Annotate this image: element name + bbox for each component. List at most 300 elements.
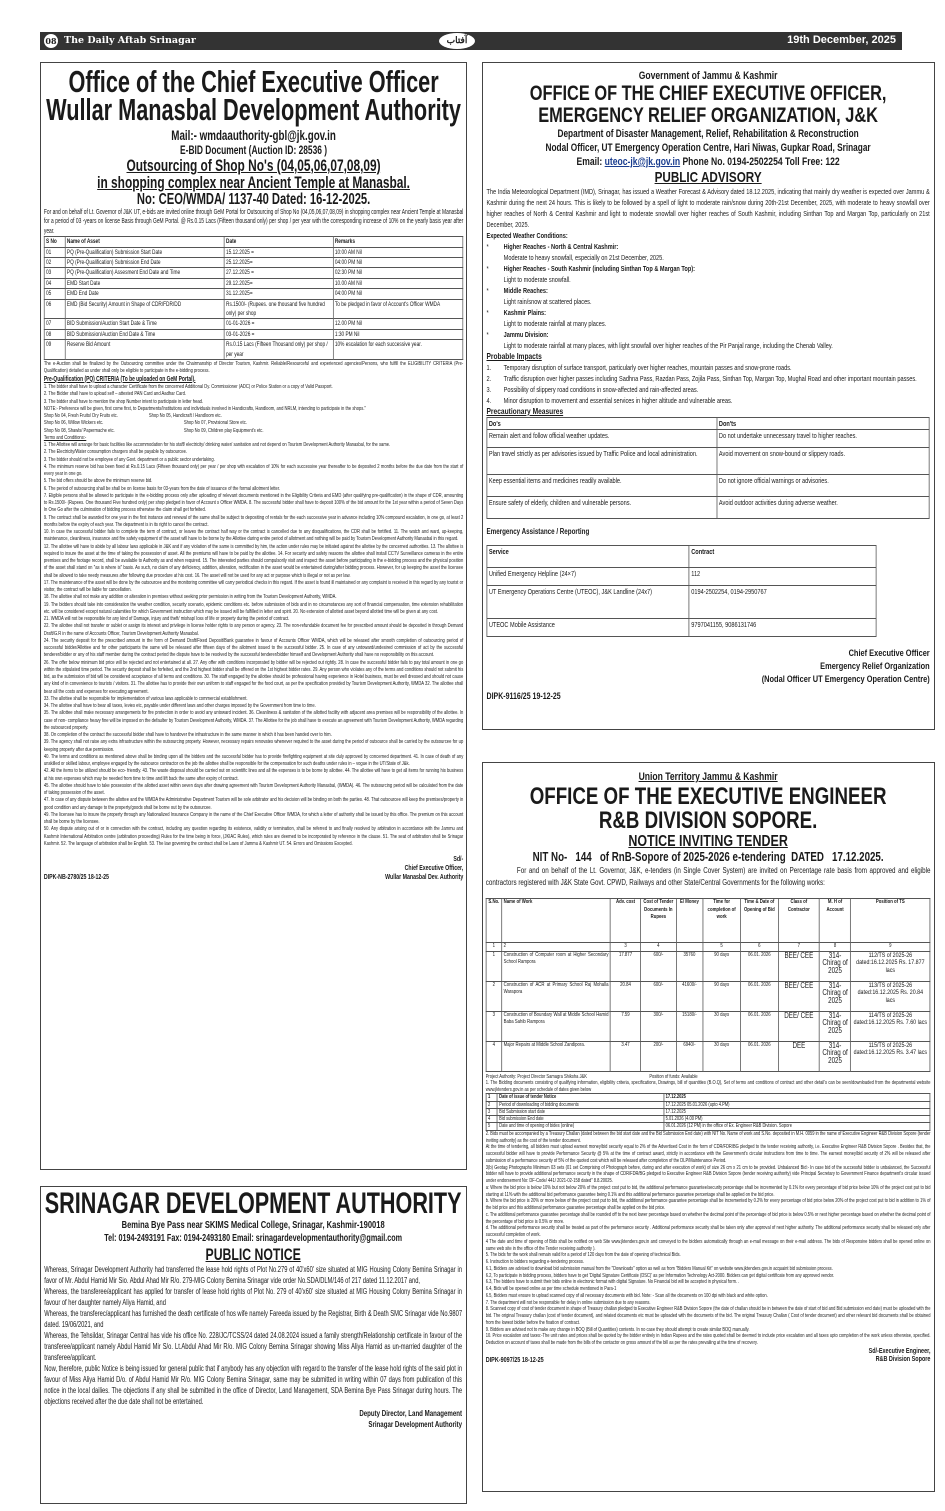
signature-line: Sd/-Executive Engineer, [868,1347,931,1355]
terms-item: 7. Eligible persons shall be allowed to participate in the e-bidding process only after uploading of relevant documents mentioned in the Eligibility Criteria and EMD (after qualifying pre-qualification) in the shape of CDR, amounting to Rs.1500/- (Rupees. One thousand Five hundred only) per shop pledged in favor of Account s Officer WMDA. 8. The successful bidder shall have to deposit 100% of the bid amount for the 1st year within a period of Seven Days In One Go after the culmination of bidding process otherwise the claim shall get forfeited. [43,492,464,514]
terms-item: 34. The allottee shall have to bear all taxes, levies etc, payable under different laws and other charges imposed by the Government from time to time. [43,703,316,710]
weather-condition-item [487,263,930,285]
table-cell: 1:30 PM Nil [333,329,463,339]
table-row [487,943,931,952]
table-cell: 5.01.2026 (4.00 PM) [664,1116,930,1123]
table-row [44,247,463,257]
tender-clause: 8. Scanned copy of cost of tender document in shape of Treasury challan pledged to Executive Engineer R&B Division Sopore (the date of challan should be in between the date of start of bid and Bid submission end date) must be uploaded with the bid. The original Treasury challan (cost of tender document), and related documents etc must be uploaded with the documents of the bid. The original Treasury Challan ( Cost of tender document) and other relevant bid documents shall be obtained from the lowest bidder before the fixation of contract. [486,1306,931,1326]
table-row [487,430,929,448]
bullet-icon: * [486,242,490,251]
advisory-intro: The India Meteorological Department (IMD), Srinagar, has issued a Weather Forecast & Advisory dated 18.12.2025, indicating that mainly dry weather is expected over Jammu & Kashmir during the next 24 hours. This is likely to be followed by a spell of light to moderate rain/snow during 20th-21st December, 2025, with moderate to heavy snowfall over higher reaches of North & Central Kashmir and light to moderate snowfall over higher reaches of South Kashmir, including Sinthan Top and Margan Top, particularly on 21st December, 2025. [486,187,931,229]
notice-reference: No: CEO/WMDA/ 1137-40 Dated: 16-12-2025. [136,191,371,208]
contact-line [487,155,930,169]
table-cell: Ensure safety of elderly, children and vulnerable persons. [487,497,717,519]
dipk-number: DIPK-9116/25 19-12-25 [486,691,562,701]
table-cell: 314-Chirag of 2025 [820,1041,851,1071]
notice-title: OFFICE OF THE CHIEF EXECUTIVE OFFICER, [530,82,887,105]
terms-item: 24. The security deposit for the prescribed amount in the form of Demand Draft/Fixed Deposit/Bank guarantee in favour of Accounts Officer WMDA, which will be released after smooth completion of outsourcing period of successful bidder/Allottee and for other participants the same will be released after fifteen days of the allotment issued to the successful bidder. 25. In case of any untoward/undesired commission of act by the successful tenderer/bidder or any of his staff member during the contract period the dispute have to be resolved by the successful tenderer/bidder himself and Development Authority shall have no responsibility on this account. [43,637,464,659]
notice-heading: PUBLIC NOTICE [205,1245,302,1264]
terms-item: 38. On completion of the contract the successful bidder shall have to handover the infrastructure in the same manner in which it has been handed over to him. [43,732,332,739]
tender-clause: 6. Instruction to bidders regarding e-tendering process. [486,1259,585,1266]
wmda-tender-notice [40,62,467,1170]
table-row [487,981,931,1011]
terms-item: 2. The Electricity/Water consumption chargers shall be payable by outsourcee. [43,449,188,456]
table-cell: BEE/ CEE [779,951,820,981]
pq-criteria-item: 2. The Bidder shall have to upload self – attested PAN Card and Aadhar Card. [43,391,187,398]
table-row [487,1041,931,1071]
table-cell: S No [44,237,65,247]
table-cell: PQ (Pre-Qualification) Submission Start Date [65,247,224,257]
table-row [487,497,929,519]
table-cell: UT Emergency Operations Centre (UTEOC), J&K Landline (24x7) [487,586,689,619]
table-cell: 01-01-2026 = [224,319,333,329]
impacts-heading: Probable Impacts [486,351,543,361]
region-forecast: Moderate to heavy snowfall, especially on 21st December, 2025. [504,253,665,262]
table-cell: 1 [487,1094,498,1101]
shop-item: Shop No 06, Willow Wickers etc. [43,420,104,427]
nit-number: NIT No- 144 of RnB-Sopore of 2025-2026 e-tendering DATED 17.12.2025. [533,850,884,864]
table-cell: 07 [44,319,65,329]
tender-clause: 5. The bids for the work shall remain valid for a period of 120 days from the date of opening of technical Bids. [486,1252,682,1259]
notice-email: Mail:- wmdaauthority-gbl@jk.gov.in [171,127,336,143]
table-cell [677,943,704,952]
weather-condition-item [487,241,930,263]
table-cell: 200/- [641,1041,677,1071]
terms-item: 6. The period of outsourcing shall be shall be on license basis for 03-years from the date of issuance of the formal allotment letter. [43,485,281,492]
table-cell: 90 days [703,981,741,1011]
table-cell: 02:30 PM Nil [333,268,463,278]
table-cell: M. H of Account [820,899,851,943]
table-cell: Bid Submission start date [498,1108,664,1115]
project-authority: Project Authority: Project Director Samagra Shiksha J&K [486,1073,588,1080]
region-name: Higher Reaches - North & Central Kashmir: [504,242,619,251]
table-cell: 3 [487,1011,503,1041]
tender-clause: 3(b) Geotag Photographs Minimum 03 sets (01 set Comprising of Photograph before, during and after execution of work) of size 26 cm x 21 cm to be provided. Unbalanced Bid:- In case bid of the successful bidder is unbalanced, the Successful bidder will have to provide additional performance security in the shape of CDR/FDR/BG pledged to Executive Engineer R&B Division Sopore (tender receiving authority) vide Principal Secretary to Government Finance department's circular issued under endorsement No: DF-Code/ 441/ 2021-02-158 dated" 8.8.20025. [486,1164,931,1185]
table-cell: 9797041155, 9086131746 [690,619,877,637]
table-row [487,1116,931,1123]
table-row [487,1108,931,1115]
nodal-line: Nodal Officer, UT Emergency Operation Centre, Hari Niwas, Gupkar Road, Srinagar [545,142,872,154]
shop-item: Shop No 05, Handicraft / Handloom etc. [148,413,222,420]
bullet-icon: * [486,308,490,317]
table-row [44,340,463,360]
impact-item [487,362,930,373]
table-cell: Service [487,546,689,568]
email-link[interactable]: uteoc-jk@jk.gov.in [605,156,681,168]
terms-heading: Terms and Conditions:- [43,434,87,441]
region-name: Middle Reaches: [504,286,549,295]
impact-number: 4. [486,396,492,405]
table-cell: 112/TS of 2025-26 dated:16.12.2025 Rs. 17.877 lacs [851,951,931,981]
eauction-text: The e-Auction shall be finalized by the Outsourcing committee under the Chairmanship of Director Tourism, Kashmir. Reliable/Resourceful and experienced agencies/Persons, who fulfill the ELIGIBILITY CRITERIA (Pre-Qualification) detailed as under shall only be eligible to participate in the e-bidding process. [43,361,464,375]
notice-paragraph: Whereas, Srinagar Development Authority had transferred the lease hold rights of Plot No.279 of 40'x60' size situated at MIG Housing Colony Bemina Srinagar in favor of Mr. Abdul Hamid Mir Sio. Abdul Ahad Mir R/o. 279-MIG Colony Bemina Srinagar vide order No.SDA/DLM/146 of 217 dated 11.12.2017 and, [44,1265,463,1285]
notice-title: EMERGENCY RELIEF ORGANIZATION, J&K [538,104,879,127]
region-forecast: Light to moderate snowfall. [504,275,572,284]
notice-subject: Outsourcing of Shop No's (04,05,06,07,08,09) [126,156,381,175]
masthead-bar [40,32,902,50]
table-cell: 115/TS of 2025-26 dated:16.12.2025 Rs. 3.47 lacs [851,1041,931,1071]
table-cell: 10% escalation for each successive year. [333,340,463,360]
terms-item: 21. WMDA will not be responsible for any kind of Damage, injury and theft/ mishap/ loss of life or property during the period of contract. [43,616,290,623]
dipk-number: DIPK-9097/25 18-12-25 [486,1356,545,1364]
table-cell: Date and time of opening of bides (online) [498,1123,664,1130]
table-cell: 8 [820,943,851,952]
table-row [44,258,463,268]
table-cell: 1 [487,943,503,952]
notice-title: OFFICE OF THE EXECUTIVE ENGINEER [530,783,887,810]
table-cell: Remain alert and follow official weather updates. [487,430,717,448]
table-row [44,289,463,299]
terms-item: 10. In case the successful bidder fails to complete the term of contract, or leaves the contract half way or the contract is cancelled due to any disqualifications, the CDR shall be fortified. 11. The watch and ward, up-keeping, maintenance, cleanliness, insurance and fire safety equipment of the asset will have to be borne by the Allottee during entire period of allotment and nothing will be paid by Tourism Development Authority Manasbal in this regard. [43,529,464,543]
table-cell: 29.12.2025= [224,278,333,288]
table-cell: 300/- [641,1011,677,1041]
terms-item: 42. All the items to be utilized should be eco- friendly. 43. The waste disposal should be carried out on scientific lines and all the expenses is to be borne by allottee. 44. The allottee will have to get all items for running his business at his own expenses which may be needed from time to time and lift back the same after expiry of contract. [43,768,464,782]
table-cell: Class of Contractor [779,899,820,943]
table-header-row [487,546,876,568]
table-cell: 30 days [703,1041,741,1071]
ut-line: Union Territory Jammu & Kashmir [638,771,779,783]
pq-criteria-item: 1. The bidder shall have to upload a character Certificate from the concerned Additional Dy. Commissioner (ADC) or Police Station or a copy of Valid Passport. [43,384,333,391]
tender-clause: 6.5, Bidders must ensure to upload scanned copy of all necessary documents with bid. Note: - Scan all the documents on 100 dpi with black and white option. [486,1292,769,1299]
table-cell: Adv. cost [611,899,641,943]
table-row [487,475,929,497]
table-cell: 10.00 AM Nil [333,278,463,288]
table-cell: EMD End Date [65,289,224,299]
table-cell: 15.12.2025 = [224,247,333,257]
table-row [44,278,463,288]
table-cell: Name of Work [502,899,611,943]
email-label: Email: [576,156,606,168]
measures-heading: Precautionary Measures [486,406,564,416]
table-cell: Do's [487,418,717,430]
notice-paragraph: Whereas, the transferec/applicant has furnished the death certificate of hos wife namely Fareeda issued by the Registrar, Birth & Death SMC Srinagar vide No.9807 dated. 19/06/2021, and [44,1309,463,1329]
ero-public-advisory [482,62,935,730]
works-table [486,898,931,1072]
impact-item [487,384,930,395]
table-cell: 2 [487,981,503,1011]
terms-item: 45. The allottee should have to take possession of the allotted asset within seven days after drawing agreement with Tourism Development Authority Manasbal, (WMDA). 46. The outsourcing period will be calculated from the date of taking possession of the asset. [43,782,464,797]
weather-condition-item [487,329,930,351]
table-cell: 1 [487,951,503,981]
table-cell: 314-Chirag of 2025 [820,951,851,981]
terms-item: 49. The licensee has to insure the property through any Nationalized Insurance Company in the name of the Chief Executive Officer WMDA, for which a letter of authority shall be issued by this office. The premium on this account shall be borne by the licensee. [43,811,464,826]
table-cell: 08 [44,329,65,339]
impact-item [487,373,930,384]
table-cell: Keep essential items and medicines readily available. [487,475,717,497]
table-cell: 31.12.2025= [224,289,333,299]
pq-criteria-item: 3. The bidder shall have to mention the shop Number intent to participate in letter head. [43,398,204,405]
terms-item: 9. The contract shall be awarded for one year in the first instance and renewal of the same shall be subject to depositing of rentals for the each successive year in advance including 10% compound escalation, in one go, at least 2 months before the expiry of each year. The department is in its right to cancel the contract. [43,514,464,528]
terms-item: 40. The terms and conditions as mentioned above shall be binding upon all the bidders and the successful bidder has to provide firefighting equipment at site duly approved by concerned department. 41. In case of death of any unskilled or skilled labour, employee engaged by the outsource contractor on the job the allottee shall be responsible for the compensation for such deaths under rules in – vogue in the UT/State of J&k. [43,753,464,768]
table-cell: Name of Asset [65,237,224,247]
table-cell: 20.84 [611,981,641,1011]
table-header-row [487,899,931,943]
table-cell: Construction of Boundary Wall at Middle School Hamid Baba Sahib Rampora [502,1011,611,1041]
table-cell: Do not undertake unnecessary travel to higher reaches. [717,430,929,448]
conditions-heading: Expected Weather Conditions: [486,231,569,240]
table-cell: 3.47 [611,1041,641,1071]
issue-date: 19th December, 2025 [787,34,896,46]
table-row [487,1101,931,1108]
region-name: Jammu Division: [504,330,549,339]
tender-clause: 4 The date and time of opening of Bids shall be notified on web Site www.jktenders.gov.in and conveyed to the bidders automatically through an e-mail message on their e-mail address. The bids of Responsive bidders shall be opened online on same web site in the office of the Tender receiving authority ). [486,1238,931,1252]
table-cell: 4 [487,1116,498,1123]
gov-line: Government of Jammu & Kashmir [639,70,778,82]
weather-condition-item [487,307,930,329]
intro-text: For and on behalf of Lt. Governor of J&K UT, e-bids are invited online through GeM Portal for Outsourcing of Shop No (04,05,06,07,08,09) in shopping complex near Ancient Temple at Manasbal for a period of 03 -years on license Basis through GeM Portal. @ Rs.0.15 Lacs (Fifteen thousand only) per shop / per year with the corresponding increase of 10% on the yearly basis year after year. [43,209,464,235]
tender-clause: At the time of tendering, all bidders must upload earnest money/bid security equal to 2% of the Advertised Cost in the form of CDR/FDR/BG pledged to the tender receiving authority, i.e. Executive Engineer R&B Division Sopore . Besides that, the successful bidder will have to provide Performance Security @ 5% at the time of contract award, strictly in accordance with the Government's circular instructions from time to time. The earnest money/bid security of 2% will be released after submission of a performance security of 5% of the quoted cost which will be released after completion of the DLP/Maintenance Period. [486,1144,931,1164]
region-forecast: Light rain/snow at scattered places. [504,297,592,306]
tender-clause: b. Where the bid price is 20% or more below of the project cost put to bid, the additional performance guarantee percentage shall be incremented by 0.2% for every percentage of bid price below 20% of the project cost put to bid in addition to 1% of the bid price and this additional performance guarantee percentage shall be applied on the bid price. [486,1198,931,1212]
signature-line: Deputy Director, Land Management [359,1408,463,1418]
signature-line: Srinagar Development Authority [368,1419,463,1429]
terms-item: 33. The allottee shall be responsible for implementation of various laws applicable to commercial establishment. [43,695,248,702]
terms-item: 3. The bidder should not be employee of any Govt. department or a public sector undertaking. [43,456,215,463]
table-cell: 04:00 PM Nil [333,258,463,268]
phone-text: Phone No. 0194-2502254 Toll Free: 122 [680,156,841,168]
table-cell: Construction of Computer room at Higher Secondary School Rampora [502,951,611,981]
notice-subject: in shopping complex near Ancient Temple at Manasbal. [97,173,410,192]
table-cell: 09 [44,340,65,360]
table-cell: BID Submission/Auction Start Date & Time [65,319,224,329]
table-header-row [487,418,929,430]
pq-heading: Pre-Qualification (PQ) CRITERIA (To be uploaded on GeM Portal). [43,375,196,383]
notice-paragraph: Now, therefore, public Notice is being issued for general public that if anybody has any objection with regard to the transfer of the lease hold rights of the said plot in favour of Miss Aliya Hamid D/o. of Abdul Hamid Mir R/o. MIG Colony Bemina Srinagar, same may be submitted in writing within 07 days from publication of this notice in the local dailies. The objections if any shall be submitted in the office of Director, Land Management, SDA Bemina Bye Pass Srinagar during hours. The objections received after the due date shall not be entertained. [44,1364,463,1406]
table-cell: 112 [690,568,877,586]
notice-address: Bemina Bye Pass near SKIMS Medical College, Srinagar, Kashmir-190018 [121,1219,386,1231]
table-cell: 2 [502,943,611,952]
table-cell: 05 [44,289,65,299]
table-cell: PQ (Pre-Qualification) Assesment End Date and Time [65,268,224,278]
notice-title: R&B DIVISION SOPORE. [599,807,818,834]
table-row [487,448,929,475]
shop-item: Shop No 04, Fresh Fruits/ Dry Fruits etc. [43,413,118,420]
region-name: Higher Reaches - South Kashmir (including Sinthan Top & Margan Top): [504,264,696,273]
tender-clause: 10. Price escalation and taxes:-The unit rates and prices shall be quoted by the bidder entirely in Indian Rupees and the rates quoted shall be deemed to include price escalation and all taxes upto completion of the work unless otherwise, specified. Deduction on account of taxes shall be made from the bills of the contactor on gross amount of the bill as per the rates prevailing at the time of recovery. [486,1333,931,1347]
table-header-row [44,237,463,247]
table-cell: BEE/ CEE [779,981,820,1011]
table-cell: 600/- [641,951,677,981]
notice-title: SRINAGAR DEVELOPMENT AUTHORITY [45,1187,462,1220]
terms-item: 26. The offer below minimum bid price will be rejected and not entertained at all. 27. Any offer with conditions incorporated by bidder will be rejected out rightly. 28. In case the successful bidder fails to pay total amount in one go within the stipulated time period. The security deposit shall be forfeited, and the 2nd highest bidder shall be offered on the 1st highest bidder rates. 29. Any person who violates any of the terms and conditions should not submit his bid, as the submission of bid will be considered acceptance of all terms and conditions. 30. The staff engaged by the allottee should be professional having experience in Hotel business, must be well dressed and should not cause any kind of in convenience to tourists / visitors. 31. The allottee has to provide their own uniform to staff engaged for the food court, as per the specification provided by Tourism Development Authority, WMDA 32. The allottee shall bear all the costs and expenses for executing agreement. [43,659,464,695]
table-row [487,586,876,619]
table-cell: 4 [641,943,677,952]
table-cell: 15180/- [677,1011,704,1041]
table-cell: 9 [851,943,931,952]
schedule-table [44,236,463,360]
table-cell: 113/TS of 2025-26 dated:16.12.2025 Rs. 20.84 lacs [851,981,931,1011]
precautions-table [487,417,930,519]
notice-title: Office of the Chief Executive Officer [68,64,439,99]
funds-position: Position of funds: Available [649,1073,699,1080]
tender-clause: d. The additional performance security shall be treated as part of the performance security . Additional performance security shall be taken only after approval of next higher authority. The additional performance security shall be released only after successful completion of work. [486,1225,931,1239]
table-cell: 17.877 [611,951,641,981]
table-cell: 02 [44,258,65,268]
impact-number: 3. [486,385,492,394]
table-cell: 17.12.2025 05.01.2026 (upto 4.PM) [664,1101,930,1108]
tender-clause: 2. Bids must be accompanied by a Treasury Challan (dated between the bid start date and the Bid Submission End date) with NIT No. Name of work and S.No. deposited in M.H. 0059 in the name of Executive Engineer R&B Division Sopore (tender inviting authority) as the cost of the tender document. [486,1130,931,1144]
table-cell: Date [224,237,333,247]
table-cell: EMD (Bid Security) Amount in Shape of CDR/FDR/DD [65,299,224,319]
table-row [487,619,876,637]
table-cell: DEE [779,1041,820,1071]
table-cell: 35760 [677,951,704,981]
table-cell: 04 [44,278,65,288]
table-cell: 114/TS of 2025-26 dated:16.12.2025 Rs. 7.60 lacs [851,1011,931,1041]
notice-paragraph: Whereas, the Tehsildar, Srinagar Central has vide his office No. 228/JC/TCSS/24 dated 24.08.2024 issued a family strength/Relationship certificate in favour of the transferee/applicant namely Abdul Hamid Mir S/o. Lt.Abdul Ahad Mir R/o. MIG Colony Bemina Srinagar showing Miss Aliya Hamid as un-married daughter of the transferee/applicant. [44,1331,463,1362]
table-cell: 12.00 PM Nil [333,319,463,329]
table-cell: PQ (Pre-Qualification) Submission End Date [65,258,224,268]
tender-clause: 9. Bidders are advised not to make any change in BOQ (Bill of Quantities) contents. In no case they should attempt to create similar BOQ manually. [486,1326,750,1333]
terms-item: 18. The allottee shall not make any addition or alteration in premises without seeking prior permission in writing from the Tourism Development Authority, WMDA. [43,594,337,601]
table-cell: 06.01.2026 (12 PM) in the office of Ex. Engineer R&B Division. Sopore [664,1123,930,1130]
tender-clause: 6.1, Bidders are advised to download bid submission manual from the "Downloads" option as well as from "Bidders Manual Kit" on website www.jktenders.gov.in acquaint bid submission process. [486,1265,834,1272]
region-name: Kashmir Plains: [504,308,547,317]
table-cell: 2 [487,1101,498,1108]
signature-line: (Nodal Officer UT Emergency Operation Centre) [762,674,931,685]
notice-paragraph: Whereas, the transferee/applicant has applied for transfer of lease hold rights of Plot No. 279 of 40'x60' size situated at MIG Housing Colony Bemina Srinagar in favour of her daughter namely Aliya Hamid, and [44,1287,463,1307]
impact-text: Temporary disruption of surface transport, particularly over higher reaches, mountain passes and snow-prone roads. [504,363,793,372]
notice-heading: PUBLIC ADVISORY [654,169,763,186]
table-header-row [487,1094,931,1101]
table-cell: 6 [741,943,779,952]
table-cell: UTEOC Mobile Assistance [487,619,689,637]
table-cell: 17.12.2025 [664,1094,930,1101]
table-cell: 7.59 [611,1011,641,1041]
table-cell: 314-Chirag of 2025 [820,1011,851,1041]
table-cell: 03 [44,268,65,278]
tender-schedule-table [486,1093,931,1130]
table-cell: 01 [44,247,65,257]
table-cell: 0194-2502254, 0194-2950767 [690,586,877,619]
notice-heading: NOTICE INVITING TENDER [628,833,789,850]
table-cell: S.No. [487,899,503,943]
tender-clause: 6.3, The bidders have to submit their bids online in electronic format with digital Signature. No Financial bid will be accepted in physical form. . [486,1279,740,1286]
table-cell: 5 [487,1123,498,1130]
table-cell: 25.12.2025= [224,258,333,268]
weather-condition-item [487,285,930,307]
shop-list [44,413,463,435]
signature-line: Chief Executive Officer [848,648,931,659]
table-cell: To be pledged in favor of Account's Officer WMDA [333,299,463,319]
impact-text: Minor disruption to movement and essential services in higher altitude and vulnerable areas. [504,396,733,405]
signature-line: R&B Division Sopore [875,1356,931,1364]
table-row [44,268,463,278]
table-cell: 6940/- [677,1041,704,1071]
table-cell: Avoid outdoor activities during adverse weather. [717,497,929,519]
table-cell: 06.01. 2026 [741,1011,779,1041]
bullet-icon: * [486,330,490,339]
table-cell: 41600/- [677,981,704,1011]
table-row [44,299,463,319]
table-cell: EMD Start Date [65,278,224,288]
table-cell: 17.12.2025 [664,1108,930,1115]
table-row [44,329,463,339]
table-cell: Position of TS [851,899,931,943]
clause-1: 1. The Bidding documents consisting of qualifying information, eligibility criteria, specifications, Drawings, bill of quantities (B.O.Q), Set of terms and conditions of contract and other detail's can be seen/downloaded from the departmental website www.jktenders.gov.in as per schedule of dates given below [486,1080,931,1093]
pq-criteria-item: NOTE:- Preference will be given, first come first, to Departments/Institutions and individuals involved in Handicrafts, Handloom, and NRLM, intending to participate in the shops." [43,405,366,412]
impact-text: Traffic disruption over higher passes including Sadhna Pass, Razdan Pass, Zojila Pass, Sinthan Top, Margan Top, Mughal Road and other important mountain passes. [504,374,918,383]
table-cell: Rs.0.15 Lacs (Fifteen Thousand only) per shop / per year [224,340,333,360]
table-cell: Rs.1500/- (Rupees. one thousand five hundred only) per shop [224,299,333,319]
table-cell: Time for completion of work [703,899,741,943]
table-cell: Unified Emergency Helpline (24×7) [487,568,689,586]
impact-number: 2. [486,374,492,383]
table-cell: 06 [44,299,65,319]
terms-item: 17. The maintenance of the asset will be done by the outsourcee and the monitoring committee will carry periodical checks in this regard. If the asset is found ill maintained or any complaint is received in this regard by any tourist or visitor, the contract will be liable for cancellation. [43,579,464,594]
newspaper-logo: آفتاب [439,33,475,49]
region-forecast: Light to moderate rainfall at many places, with light snowfall over higher reaches of the Pir Panjal range, including the Chenab Valley. [504,341,834,350]
signature-line: Chief Executive Officer, [404,863,464,873]
table-cell: Period of downloading of bidding documents [498,1101,664,1108]
table-cell: DEE/ CEE [779,1011,820,1041]
sda-public-notice [40,1186,467,1504]
table-cell: 3 [611,943,641,952]
assist-heading: Emergency Assistance / Reporting [486,527,590,536]
notice-contact: Tel: 0194-2493191 Fax: 0194-2493180 Email: srinagardevelopmentauthority@gmail.com [104,1233,403,1244]
table-cell: Cost of Tender Documents In Rupees [641,899,677,943]
shop-item: Shop No 08, Shawls/ Papermache etc. [43,427,115,434]
table-cell: Bid submission End date [498,1116,664,1123]
table-cell: 06.01. 2026 [741,1041,779,1071]
rnb-tender-notice [482,762,935,1492]
table-row [487,1011,931,1041]
auction-id: E-BID Document (Auction ID: 28536 ) [179,143,328,157]
table-row [487,951,931,981]
emergency-contacts-table [487,545,877,637]
bullet-icon: * [486,286,490,295]
table-cell: Remarks [333,237,463,247]
table-cell: 10:00 AM Nil [333,247,463,257]
tender-clause: a: Where the bid price is below 10% but not below 20% of the project cost put to bid, the additional performance guarantee/security percentage shall be incremented by 0.1% for every percentage of bid price below 10% of the project cost put to bid starting at 11% with the additional bid performance guarantee being 0.1% and this additional performance guarantee percentage shall be applied on the bid price. [486,1184,931,1198]
terms-item: 22. The allottee shall not transfer or sublet or assign its interest and privilege in license holder rights to any person or agency. 23. The non-refundable document fee for prescribed amount should be deposited in through Demand Draft/G.R in the name of Accounts Officer, Tourism Development Authority Manasbal. [43,623,464,637]
terms-item: 12. The allottee will have to abide by all labour laws applicable in J&K and if any violation of the same is committed by him, the action under rules may be initiated against the allottee by the concerned authorities. 13. The allottee is required to insure the asset at the time of taking the possession of asset. All the premiums will have to be paid by the allottee. 14. For security and safety reasons the allottee shall install CCTV Surveillance cameras in the entire premises and the footage record, shall be available to Authority as and when required. 15. The interested parties should compulsorily visit and inspect the asset before participating in the e-bidding process and the physical position of the asset shall stand on "as is where is" basis. As such, no claim of any deficiency, addition, alteration, rectification in the asset would be entertained during/after bidding process. However, for up keeping the asset the licensee shall be allowed to take needy measures after following due procedure at his cost. 16. The asset will not be used for any act or purpose which is illegal or not as per law. [43,543,464,579]
table-cell: Plan travel strictly as per advisories issued by Traffic Police and local administration. [487,448,717,475]
region-forecast: Light to moderate rainfall at many places. [504,319,607,328]
table-cell: Major Repairs at Middle School Zandipora. [502,1041,611,1071]
table-cell: 3 [487,1108,498,1115]
impact-text: Possibility of slippery road conditions in snow-affected and rain-affected areas. [504,385,699,394]
terms-item: 35. The allottee shall make necessary arrangements for fire protection in order to avoid any untoward incident. 36. Cleanliness & sanitation of the allotted facility with adjacent area premises will be responsibility of the allottee. In case of non- compliance heavy fine will be imposed on the defaulter by Tourism Development Authority, WMDA. 37. The Allottee for the job shall have to execute an agreement with Tourism Development Authority, WMDA regarding the outsourced property. [43,710,464,731]
tender-clause: 6.4, Bids will be opened online as per time schedule mentioned in Para-1 [486,1286,617,1293]
signature-line: Wullar Manasbal Dev. Authority [385,872,464,882]
tender-clause: c. The additional performance guarantee percentage shall be rounded off to the next lower percentage based on whether the decimal point of the percentage of bid price is below 0.5% or next higher percentage based on whether the decimal point of the percentage of bid price is 0.5% or more. [486,1211,931,1225]
impact-number: 1. [486,363,492,372]
shop-item: Shop No 09, Children play Equipment's etc. [183,427,264,434]
terms-item: 5. The bid offers should be above the minimum reserve bid. [43,478,153,485]
table-cell: BID Submission/Auction End Date & Time [65,329,224,339]
terms-item: 4. The minimum reserve bid has been fixed at Rs.0.15 Lacs (Fifteen thousand only) per year / per shop with escalation of 10% for each successive year thereafter to be deposited 2 months before the due date from the start of every year in one go. [43,463,464,478]
tender-intro: For and on behalf of the Lt. Governor, J&K, e-tenders (in Single Cover System) are invited on Percentage rate basis from approved and eligible contractors registered with J&K State Govt. CPWD, Railways and other State/Central Governments for the following works: [486,866,931,887]
dipk-number: DIPK-NB-2780/25 18-12-25 [43,872,109,882]
terms-item: 39. The agency shall not raise any extra infrastructure within the outsourcing property. However, necessary repairs renovates whenever required to the asset during the period of outsource shall be carried by the outsourcee for up keeping property after due permission. [43,739,464,753]
table-cell: Do not ignore official warnings or advisories. [717,475,929,497]
page-number: 08 [45,36,57,46]
table-cell: Construction of ACR at Primary School Raj Mohalla Warapora [502,981,611,1011]
table-cell: 27.12.2025 = [224,268,333,278]
terms-item: 50. Any dispute arising out of or in connection with the contract, including any question regarding its existence, validity or termination, shall be referred to and finally resolved by arbitration in accordance with the Jammu and Kashmir International Arbitration centre (arbitration proceeding) Rules for the time being in force, (JKIAC Rules), which rules are deemed to be incorporated by reference in the clause. 51. The seat of arbitration shall be Srinagar Kashmir. 52. The language of arbitration shall be English. 53. The law governing the contract shall be Laws of Jammu & Kashmir UT. 54. Errors and Omissions Excepted. [43,826,464,847]
table-cell: E/ Money [677,899,704,943]
table-cell: Contract [690,546,877,568]
table-cell: 30 days [703,1011,741,1041]
terms-item: 47. In case of any dispute between the allottee and the WMDA the Administrative Department Tourism will be sole arbitrator and his decision will be binding on both the parties. 48. That outsourcee will keep the premises/property in good condition and any damage to the property/goods shall be borne out by the outsourcee. [43,797,464,811]
notice-title: Wullar Manasbal Development Authority [46,92,461,127]
table-row [487,568,876,586]
table-cell: 03-01-2026 = [224,329,333,339]
table-cell: 06.01. 2026 [741,951,779,981]
table-row [487,1123,931,1130]
impact-item [487,395,930,406]
